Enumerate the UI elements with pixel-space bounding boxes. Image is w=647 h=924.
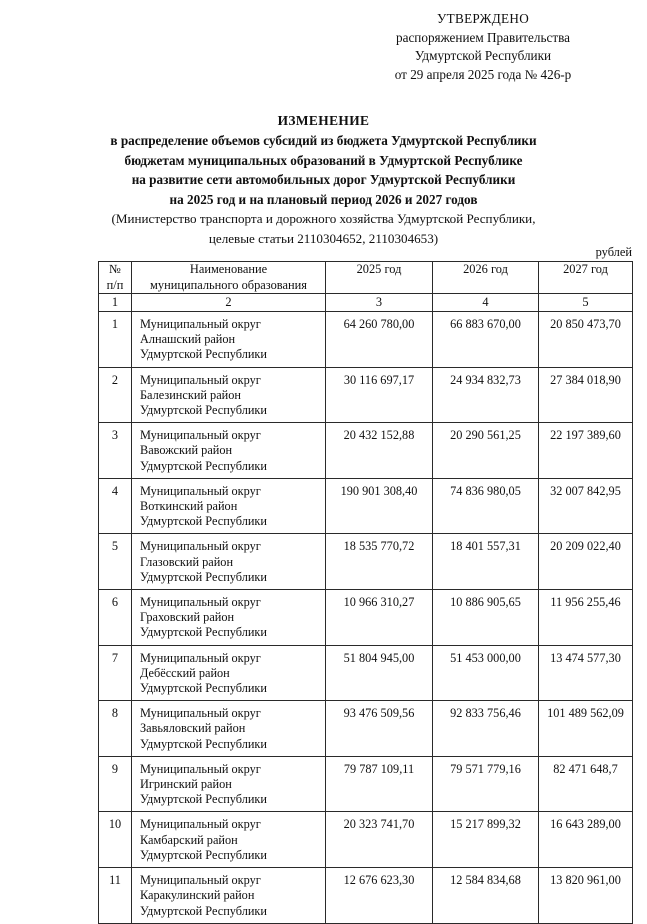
row-number-cell: 5	[99, 534, 132, 590]
municipality-name-line-1: Муниципальный округ	[140, 428, 261, 443]
municipality-name-line-2: Каракулинский район	[140, 888, 255, 903]
municipality-name-line-1: Муниципальный округ	[140, 706, 261, 721]
amount-2026-cell: 12 584 834,68	[433, 868, 539, 924]
municipality-name-line-2: Игринский район	[140, 777, 232, 792]
municipality-name-cell	[132, 367, 326, 423]
municipality-name-cell	[132, 423, 326, 479]
table-row	[99, 590, 633, 646]
document-heading	[20, 111, 627, 248]
amount-2027-cell: 20 850 473,70	[539, 312, 633, 368]
municipality-name-line-1: Муниципальный округ	[140, 317, 261, 331]
heading-note-line-2: целевые статьи 2110304652, 2110304653)	[208, 230, 439, 246]
table-row	[99, 423, 633, 479]
municipality-name-line-1: Муниципальный округ	[140, 761, 261, 776]
municipality-name-line-3: Удмуртской Республики	[140, 458, 267, 473]
row-number-cell: 4	[99, 478, 132, 534]
municipality-name-cell	[132, 312, 326, 368]
amount-2025-cell: 79 787 109,11	[326, 756, 433, 812]
table-row	[99, 312, 633, 368]
municipality-name-line-3: Удмуртской Республики	[140, 625, 267, 640]
municipality-name-cell	[132, 756, 326, 812]
subsidy-table	[98, 261, 633, 924]
table-row	[99, 701, 633, 757]
municipality-name-line-1: Муниципальный округ	[140, 595, 261, 610]
heading-subtitle-line-2: бюджетам муниципальных образований в Удмуртской Республике	[124, 152, 523, 168]
amount-2025-cell: 190 901 308,40	[326, 478, 433, 534]
municipality-name-line-1: Муниципальный округ	[140, 372, 261, 387]
amount-2025-cell: 20 432 152,88	[326, 423, 433, 479]
municipality-name-cell	[132, 645, 326, 701]
amount-2026-cell: 20 290 561,25	[433, 423, 539, 479]
row-number-cell: 6	[99, 590, 132, 646]
municipality-name-line-3: Удмуртской Республики	[140, 514, 267, 529]
municipality-name-line-2: Завьяловский район	[140, 721, 246, 736]
municipality-name-line-2: Воткинский район	[140, 499, 238, 514]
amount-2027-cell: 32 007 842,95	[539, 478, 633, 534]
municipality-name-line-1: Муниципальный округ	[140, 873, 261, 888]
column-number-2: 2	[132, 294, 326, 312]
approval-line-2: Удмуртской Республики	[414, 48, 552, 63]
table-row	[99, 534, 633, 590]
municipality-name-line-3: Удмуртской Республики	[140, 569, 267, 584]
municipality-name-cell	[132, 701, 326, 757]
municipality-name-cell	[132, 478, 326, 534]
municipality-name-line-2: Вавожский район	[140, 443, 233, 458]
header-year-2025: 2025 год	[326, 262, 433, 294]
approval-block	[330, 10, 636, 84]
table-row	[99, 478, 633, 534]
header-row-number-line2: п/п	[106, 277, 124, 292]
row-number-cell: 1	[99, 312, 132, 368]
table-column-number-row	[99, 294, 633, 312]
table-row	[99, 756, 633, 812]
header-year-2026: 2026 год	[433, 262, 539, 294]
table-row	[99, 812, 633, 868]
header-row-number	[99, 262, 132, 294]
amount-2027-cell: 22 197 389,60	[539, 423, 633, 479]
subsidy-table-container	[98, 261, 632, 924]
table-header-row	[99, 262, 633, 294]
amount-2027-cell: 16 643 289,00	[539, 812, 633, 868]
municipality-name-line-3: Удмуртской Республики	[140, 792, 267, 807]
amount-2027-cell: 11 956 255,46	[539, 590, 633, 646]
units-label: рублей	[595, 245, 632, 259]
row-number-cell: 2	[99, 367, 132, 423]
amount-2025-cell: 51 804 945,00	[326, 645, 433, 701]
amount-2025-cell: 93 476 509,56	[326, 701, 433, 757]
municipality-name-line-2: Граховский район	[140, 610, 235, 625]
municipality-name-line-2: Балезинский район	[140, 387, 241, 402]
municipality-name-line-2: Алнашский район	[140, 332, 236, 347]
amount-2026-cell: 79 571 779,16	[433, 756, 539, 812]
amount-2025-cell: 10 966 310,27	[326, 590, 433, 646]
row-number-cell: 11	[99, 868, 132, 924]
heading-title: ИЗМЕНЕНИЕ	[277, 113, 370, 128]
table-body	[99, 312, 633, 924]
table-row	[99, 367, 633, 423]
column-number-1: 1	[99, 294, 132, 312]
amount-2025-cell: 64 260 780,00	[326, 312, 433, 368]
header-municipality-line2: муниципального образования	[150, 277, 307, 292]
municipality-name-line-2: Глазовский район	[140, 554, 234, 569]
amount-2027-cell: 27 384 018,90	[539, 367, 633, 423]
column-number-3: 3	[326, 294, 433, 312]
amount-2026-cell: 51 453 000,00	[433, 645, 539, 701]
heading-subtitle-line-3: на развитие сети автомобильных дорог Удмуртской Республики	[131, 172, 516, 188]
amount-2025-cell: 20 323 741,70	[326, 812, 433, 868]
amount-2026-cell: 24 934 832,73	[433, 367, 539, 423]
header-row-number-line1: №	[109, 262, 121, 276]
amount-2026-cell: 92 833 756,46	[433, 701, 539, 757]
header-municipality	[132, 262, 326, 294]
municipality-name-line-2: Дебёсский район	[140, 665, 230, 680]
amount-2027-cell: 13 820 961,00	[539, 868, 633, 924]
amount-2027-cell: 101 489 562,09	[539, 701, 633, 757]
header-year-2027: 2027 год	[539, 262, 633, 294]
column-number-5: 5	[539, 294, 633, 312]
amount-2026-cell: 18 401 557,31	[433, 534, 539, 590]
table-row	[99, 868, 633, 924]
approval-title: УТВЕРЖДЕНО	[436, 11, 530, 26]
municipality-name-line-3: Удмуртской Республики	[140, 903, 267, 918]
municipality-name-line-3: Удмуртской Республики	[140, 847, 267, 862]
amount-2025-cell: 18 535 770,72	[326, 534, 433, 590]
municipality-name-line-1: Муниципальный округ	[140, 483, 261, 498]
approval-line-1: распоряжением Правительства	[396, 29, 570, 45]
municipality-name-cell	[132, 590, 326, 646]
header-municipality-line1: Наименование	[189, 262, 268, 276]
amount-2026-cell: 74 836 980,05	[433, 478, 539, 534]
amount-2026-cell: 15 217 899,32	[433, 812, 539, 868]
row-number-cell: 7	[99, 645, 132, 701]
municipality-name-line-3: Удмуртской Республики	[140, 403, 267, 418]
municipality-name-line-3: Удмуртской Республики	[140, 347, 267, 362]
table-row	[99, 645, 633, 701]
municipality-name-cell	[132, 534, 326, 590]
row-number-cell: 10	[99, 812, 132, 868]
municipality-name-line-1: Муниципальный округ	[140, 539, 261, 554]
heading-subtitle-line-4: на 2025 год и на плановый период 2026 и 2027 годов	[169, 191, 478, 207]
amount-2025-cell: 30 116 697,17	[326, 367, 433, 423]
municipality-name-line-2: Камбарский район	[140, 832, 238, 847]
heading-subtitle-line-1: в распределение объемов субсидий из бюджета Удмуртской Республики	[110, 133, 537, 148]
municipality-name-line-1: Муниципальный округ	[140, 650, 261, 665]
municipality-name-cell	[132, 812, 326, 868]
column-number-4: 4	[433, 294, 539, 312]
row-number-cell: 3	[99, 423, 132, 479]
municipality-name-line-1: Муниципальный округ	[140, 817, 261, 832]
amount-2027-cell: 13 474 577,30	[539, 645, 633, 701]
municipality-name-line-3: Удмуртской Республики	[140, 736, 267, 751]
amount-2027-cell: 20 209 022,40	[539, 534, 633, 590]
row-number-cell: 9	[99, 756, 132, 812]
municipality-name-line-3: Удмуртской Республики	[140, 681, 267, 696]
heading-note-line-1: (Министерство транспорта и дорожного хозяйства Удмуртской Республики,	[111, 211, 536, 227]
approval-line-3: от 29 апреля 2025 года № 426-р	[394, 66, 572, 82]
amount-2027-cell: 82 471 648,7	[539, 756, 633, 812]
amount-2026-cell: 66 883 670,00	[433, 312, 539, 368]
row-number-cell: 8	[99, 701, 132, 757]
amount-2026-cell: 10 886 905,65	[433, 590, 539, 646]
municipality-name-cell	[132, 868, 326, 924]
amount-2025-cell: 12 676 623,30	[326, 868, 433, 924]
table-header	[99, 262, 633, 312]
